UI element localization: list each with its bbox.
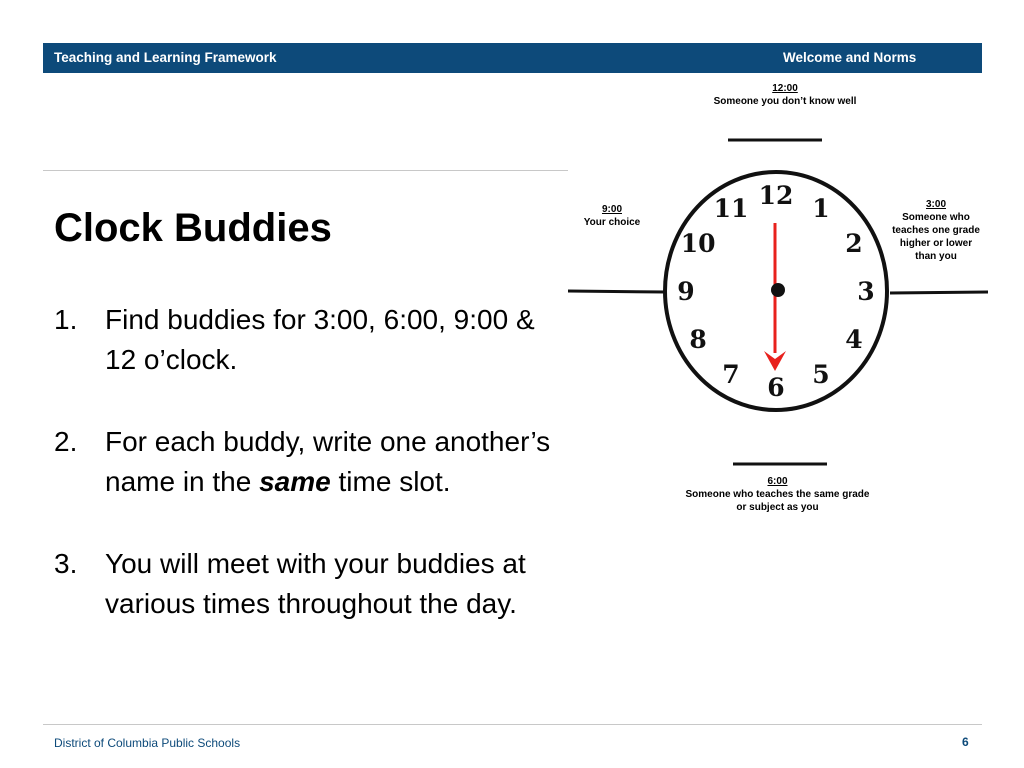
step-emphasis: same [259, 466, 331, 497]
step-text: You will meet with your buddies at various times throughout the day. [105, 548, 526, 619]
step-text [105, 426, 550, 497]
slot-description: Someone who teaches one grade higher or lower than you [892, 212, 980, 262]
step-number: 3. [54, 548, 78, 579]
clock-numeral: 2 [845, 229, 863, 258]
clock-numeral: 5 [812, 360, 830, 390]
slide-title: Clock Buddies [54, 206, 332, 250]
header-topic: Welcome and Norms [783, 50, 917, 65]
slot-time: 9:00 [601, 204, 622, 215]
step-text-before: For each buddy, write one another’s name in the [105, 426, 551, 497]
slot-time: 12:00 [772, 83, 798, 94]
step-text: Find buddies for 3:00, 6:00, 9:00 & 12 o’clock. [105, 304, 535, 375]
name-line-three [890, 292, 988, 293]
steps-list [54, 300, 554, 666]
divider-top [43, 170, 568, 171]
footer-organization: District of Columbia Public Schools [54, 736, 241, 750]
slot-time: 6:00 [767, 476, 788, 487]
clock-numeral: 4 [845, 325, 863, 354]
header-bar [43, 43, 982, 73]
step-item [54, 300, 554, 380]
step-number: 2. [54, 426, 78, 457]
clock-numeral: 12 [758, 181, 794, 210]
slot-description: Your choice [583, 217, 641, 228]
step-number: 1. [54, 304, 78, 335]
clock-diagram [560, 75, 1000, 525]
clock-numeral: 11 [713, 193, 749, 223]
divider-bottom [43, 724, 982, 725]
clock-numeral: 6 [767, 373, 785, 402]
slot-description: Someone you don’t know well [713, 96, 857, 107]
step-text-after: time slot. [330, 466, 451, 497]
clock-center-dot [771, 283, 785, 297]
header-section-title: Teaching and Learning Framework [54, 50, 277, 65]
step-item [54, 422, 554, 502]
step-item [54, 544, 554, 624]
name-line-nine [568, 291, 665, 292]
clock-numeral: 8 [689, 325, 707, 354]
clock-numeral: 9 [677, 277, 695, 306]
slot-description: Someone who teaches the same grade or subject as you [685, 489, 870, 513]
clock-numeral: 7 [722, 360, 740, 390]
clock-numeral: 3 [857, 277, 875, 306]
clock-svg [560, 75, 1000, 525]
clock-hand-arrowhead [764, 351, 786, 371]
clock-numeral: 10 [680, 229, 716, 258]
clock-numeral: 1 [812, 193, 830, 223]
page-number: 6 [962, 735, 969, 749]
slot-time: 3:00 [925, 199, 946, 210]
